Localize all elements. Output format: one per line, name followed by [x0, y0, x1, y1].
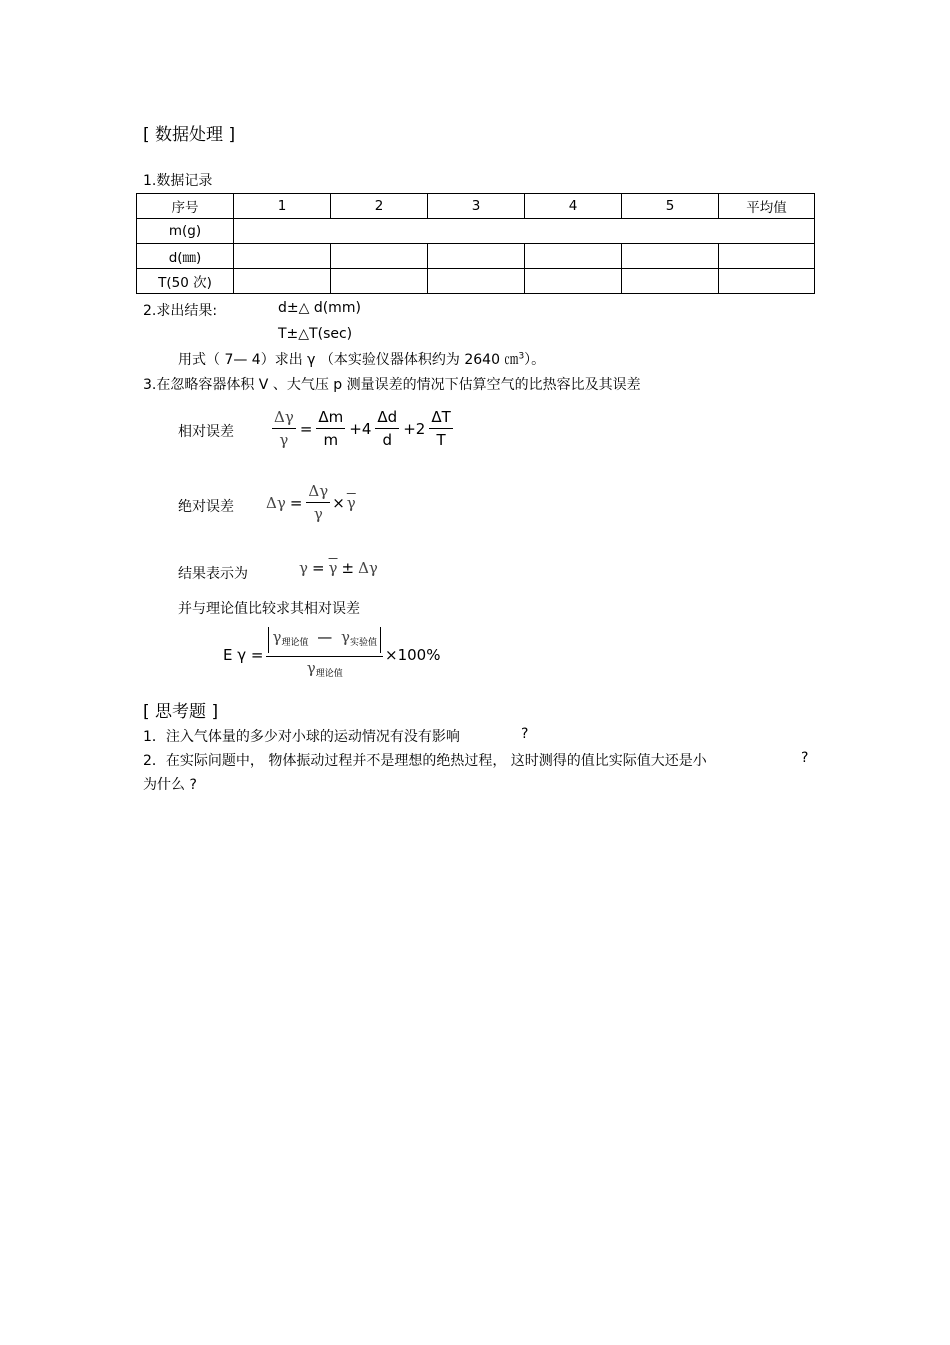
- row-label-diameter: d(㎜): [137, 244, 234, 269]
- table-cell: [234, 244, 331, 269]
- denominator: [266, 657, 383, 683]
- numerator: Δγ: [272, 408, 296, 429]
- denominator: m: [323, 431, 339, 449]
- data-record-table: [136, 193, 815, 294]
- gamma-theory: γ: [306, 659, 316, 677]
- plus-four: +4: [349, 419, 372, 438]
- mean-gamma: $\overline{\gamma}$: [328, 559, 338, 577]
- result-expression-formula: [299, 559, 378, 577]
- table-cell: [234, 219, 815, 244]
- table-row: [137, 244, 815, 269]
- table-header-cell: 2: [331, 194, 428, 219]
- formula-end: ）。: [524, 352, 546, 368]
- section-title-questions: [ 思考题 ]: [143, 702, 219, 722]
- denominator: T: [436, 431, 446, 449]
- absolute-value: [268, 627, 381, 653]
- table-header-cell: 平均值: [719, 194, 815, 219]
- item-results: 2.求出结果:: [143, 303, 218, 319]
- absolute-error-label: 绝对误差: [178, 499, 234, 515]
- times-sign: ×: [332, 493, 345, 512]
- table-header-row: [137, 194, 815, 219]
- absolute-error-formula: [266, 482, 356, 523]
- gamma: γ: [299, 559, 308, 577]
- experiment-subscript: 实验值: [349, 638, 377, 648]
- theory-subscript: 理论值: [281, 638, 309, 648]
- numerator: Δγ: [306, 482, 330, 503]
- section-title-data-processing: [ 数据处理 ]: [143, 125, 236, 145]
- fraction-theory-error: [266, 627, 383, 683]
- formula-superscript: 3: [518, 351, 525, 362]
- question-2-mark: ?: [801, 750, 809, 766]
- relative-error-label: 相对误差: [178, 424, 234, 440]
- theory-subscript: 理论值: [315, 669, 343, 679]
- table-cell: [428, 244, 525, 269]
- table-header-cell: 1: [234, 194, 331, 219]
- mean-gamma: $\overline{\gamma}$: [346, 493, 356, 512]
- numerator: ΔT: [429, 408, 452, 429]
- table-cell: [719, 244, 815, 269]
- plus-minus-sign: ±: [341, 559, 355, 577]
- row-label-period: T(50 次): [137, 269, 234, 294]
- delta-gamma: Δγ: [358, 559, 378, 577]
- formula-text: 用式（ 7— 4）求出 γ （本实验仪器体积约为 2640 ㎝: [178, 352, 519, 368]
- compare-theory-line: 并与理论值比较求其相对误差: [178, 601, 360, 617]
- equals-sign: =: [289, 493, 303, 512]
- numerator: [266, 627, 383, 657]
- question-1-mark: ?: [521, 726, 529, 742]
- relative-error-formula: [272, 408, 453, 449]
- denominator: γ: [279, 431, 289, 449]
- denominator: d: [382, 431, 393, 449]
- table-cell: [331, 269, 428, 294]
- numerator: Δd: [375, 408, 399, 429]
- item-error-estimate: 3.在忽略容器体积 V 、大气压 p 测量误差的情况下估算空气的比热容比及其误差: [143, 377, 641, 393]
- plus-two: +2: [403, 419, 426, 438]
- equals-sign: =: [299, 419, 313, 438]
- table-cell: [525, 269, 622, 294]
- numerator: Δm: [316, 408, 345, 429]
- table-header-cell: 序号: [137, 194, 234, 219]
- theory-error-formula: [223, 627, 440, 683]
- fraction-delta-d: [375, 408, 399, 449]
- fraction-delta-gamma: [306, 482, 330, 523]
- table-cell: [622, 244, 719, 269]
- e-gamma: E γ =: [223, 646, 264, 664]
- table-cell: [428, 269, 525, 294]
- row-label-mass: m(g): [137, 219, 234, 244]
- denominator: γ: [313, 505, 323, 523]
- table-cell: [331, 244, 428, 269]
- fraction-delta-t: [429, 408, 452, 449]
- fraction-delta-m: [316, 408, 345, 449]
- table-header-cell: 5: [622, 194, 719, 219]
- question-2: 2．在实际问题中， 物体振动过程并不是理想的绝热过程， 这时测得的值比实际值大还是小: [143, 753, 707, 769]
- table-cell: [719, 269, 815, 294]
- question-2-continued: 为什么 ?: [143, 777, 197, 793]
- table-row: [137, 269, 815, 294]
- formula-line: [178, 349, 545, 369]
- result-t: T±△T(sec): [278, 326, 353, 342]
- times-percent: ×100%: [385, 646, 441, 664]
- delta-gamma: Δγ: [266, 493, 286, 512]
- result-d: d±△ d(mm): [278, 300, 361, 316]
- table-header-cell: 3: [428, 194, 525, 219]
- table-header-cell: 4: [525, 194, 622, 219]
- minus-sign: —: [317, 628, 333, 646]
- gamma-theory: γ: [272, 628, 282, 646]
- gamma-experiment: γ: [341, 628, 350, 646]
- table-cell: [622, 269, 719, 294]
- table-row: [137, 219, 815, 244]
- question-1: 1．注入气体量的多少对小球的运动情况有没有影响: [143, 729, 460, 745]
- table-cell: [525, 244, 622, 269]
- fraction-delta-gamma: [272, 408, 296, 449]
- result-expression-label: 结果表示为: [178, 566, 248, 582]
- item-data-record: 1.数据记录: [143, 173, 213, 189]
- equals-sign: =: [311, 559, 325, 577]
- table-cell: [234, 269, 331, 294]
